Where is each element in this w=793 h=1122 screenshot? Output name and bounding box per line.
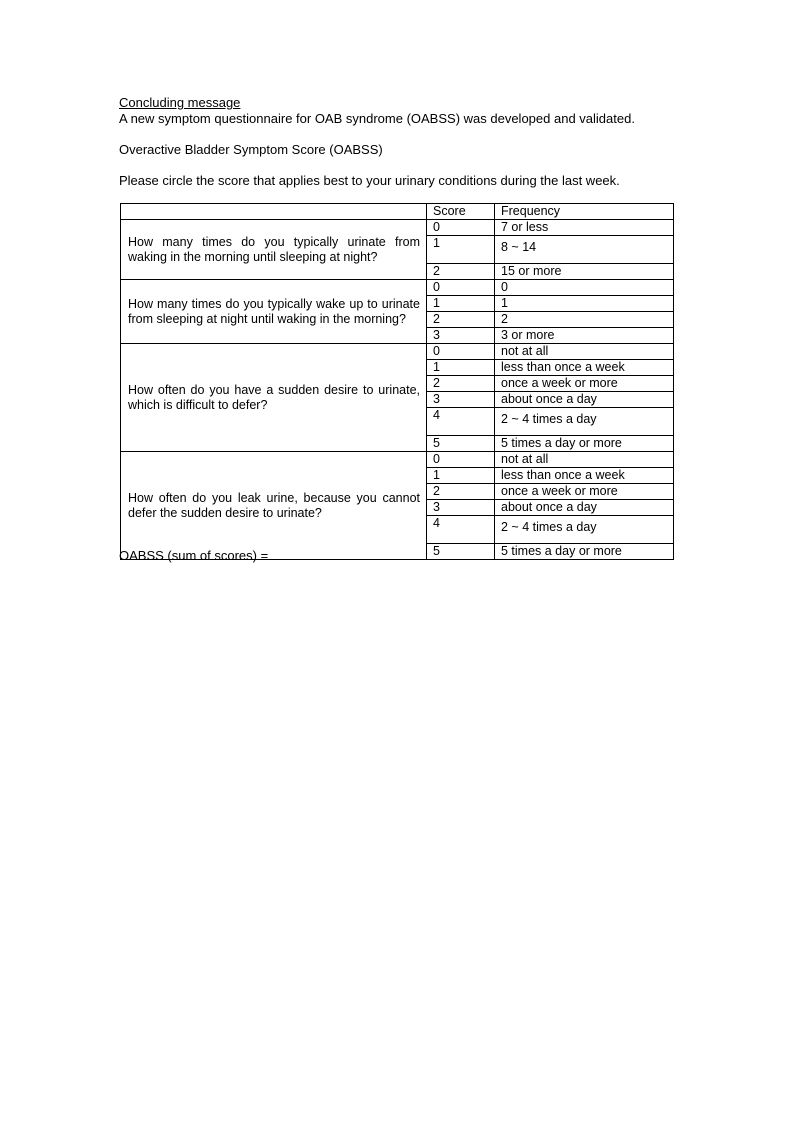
score-cell[interactable]: 5 <box>427 544 495 560</box>
score-cell[interactable]: 3 <box>427 328 495 344</box>
score-cell[interactable]: 0 <box>427 344 495 360</box>
score-cell[interactable]: 1 <box>427 360 495 376</box>
question-4: How often do you leak urine, because you cannot defer the sudden desire to urinate? <box>121 452 427 560</box>
frequency-cell: 0 <box>495 280 674 296</box>
frequency-cell: about once a day <box>495 392 674 408</box>
frequency-cell: not at all <box>495 344 674 360</box>
frequency-cell: 5 times a day or more <box>495 544 674 560</box>
frequency-cell: 3 or more <box>495 328 674 344</box>
frequency-cell: once a week or more <box>495 376 674 392</box>
table-header-row <box>121 204 674 220</box>
question-1: How many times do you typically urinate from waking in the morning until sleeping at night? <box>121 220 427 280</box>
frequency-cell: 2 ~ 4 times a day <box>495 408 674 436</box>
score-cell[interactable]: 1 <box>427 468 495 484</box>
intro-text: A new symptom questionnaire for OAB syndrome (OABSS) was developed and validated. <box>119 111 635 126</box>
score-cell[interactable]: 4 <box>427 516 495 544</box>
frequency-cell: 1 <box>495 296 674 312</box>
frequency-cell: 8 ~ 14 <box>495 236 674 264</box>
frequency-cell: about once a day <box>495 500 674 516</box>
instruction-text: Please circle the score that applies best to your urinary conditions during the last week. <box>119 173 620 188</box>
score-cell[interactable]: 0 <box>427 220 495 236</box>
score-cell[interactable]: 1 <box>427 236 495 264</box>
header-score: Score <box>427 204 495 220</box>
question-2: How many times do you typically wake up to urinate from sleeping at night until waking in the morning? <box>121 280 427 344</box>
frequency-cell: less than once a week <box>495 360 674 376</box>
score-cell[interactable]: 0 <box>427 280 495 296</box>
section-heading: Concluding message <box>119 95 241 110</box>
score-cell[interactable]: 5 <box>427 436 495 452</box>
score-cell[interactable]: 1 <box>427 296 495 312</box>
table-row <box>121 344 674 360</box>
frequency-cell: 2 <box>495 312 674 328</box>
score-cell[interactable]: 3 <box>427 392 495 408</box>
frequency-cell: 2 ~ 4 times a day <box>495 516 674 544</box>
score-cell[interactable]: 0 <box>427 452 495 468</box>
frequency-cell: not at all <box>495 452 674 468</box>
table-row <box>121 280 674 296</box>
score-cell[interactable]: 3 <box>427 500 495 516</box>
questionnaire-title: Overactive Bladder Symptom Score (OABSS) <box>119 142 383 157</box>
frequency-cell: less than once a week <box>495 468 674 484</box>
header-frequency: Frequency <box>495 204 674 220</box>
question-3: How often do you have a sudden desire to urinate, which is difficult to defer? <box>121 344 427 452</box>
score-cell[interactable]: 2 <box>427 264 495 280</box>
frequency-cell: 5 times a day or more <box>495 436 674 452</box>
frequency-cell: 15 or more <box>495 264 674 280</box>
score-cell[interactable]: 2 <box>427 312 495 328</box>
score-cell[interactable]: 2 <box>427 484 495 500</box>
score-cell[interactable]: 2 <box>427 376 495 392</box>
oabss-table <box>120 203 674 560</box>
table-row <box>121 452 674 468</box>
header-blank-cell <box>121 204 427 220</box>
table-row <box>121 220 674 236</box>
score-cell[interactable]: 4 <box>427 408 495 436</box>
frequency-cell: 7 or less <box>495 220 674 236</box>
frequency-cell: once a week or more <box>495 484 674 500</box>
oabss-sum-label: OABSS (sum of scores) = <box>119 548 269 563</box>
